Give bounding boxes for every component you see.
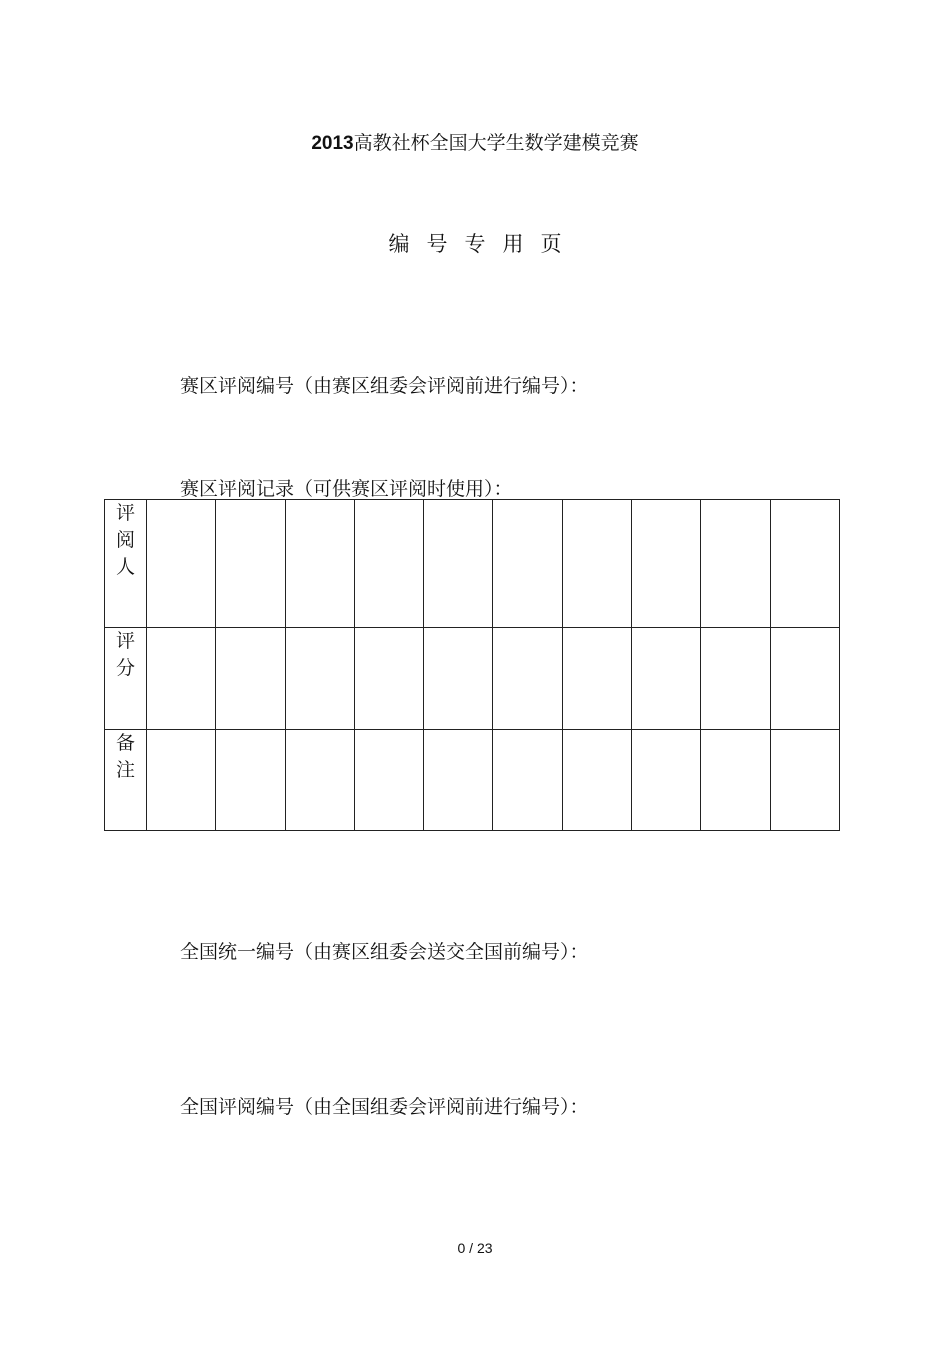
table-cell[interactable] [770,730,839,831]
table-cell[interactable] [147,628,216,730]
table-cell[interactable] [424,730,493,831]
table-cell[interactable] [285,730,354,831]
table-cell[interactable] [701,628,770,730]
regional-review-record-label: 赛区评阅记录（可供赛区评阅时使用）： [180,478,513,500]
table-cell[interactable] [493,500,562,628]
title-year: 2013 [311,133,354,154]
table-cell[interactable] [147,500,216,628]
national-unified-number-label: 全国统一编号（由赛区组委会送交全国前编号）： [180,941,589,963]
row-header-reviewer: 评 阅 人 [105,500,147,628]
table-cell[interactable] [354,628,423,730]
national-review-number-label: 全国评阅编号（由全国组委会评阅前进行编号）： [180,1096,589,1118]
title-text: 高教社杯全国大学生数学建模竞赛 [353,132,639,154]
table-cell[interactable] [562,730,631,831]
review-record-table [104,499,840,831]
table-cell[interactable] [770,628,839,730]
document-title [0,128,950,155]
table-row-reviewer [105,500,840,628]
table-cell[interactable] [216,500,285,628]
table-cell[interactable] [285,500,354,628]
table-row-score [105,628,840,730]
table-cell[interactable] [701,500,770,628]
table-cell[interactable] [216,628,285,730]
row-header-score: 评 分 [105,628,147,730]
table-cell[interactable] [147,730,216,831]
table-cell[interactable] [632,500,701,628]
table-cell[interactable] [424,500,493,628]
table-cell[interactable] [770,500,839,628]
table-cell[interactable] [354,730,423,831]
table-cell[interactable] [216,730,285,831]
page-subtitle: 编号专用页 [388,232,579,256]
table-cell[interactable] [424,628,493,730]
table-cell[interactable] [562,628,631,730]
row-header-remarks: 备 注 [105,730,147,831]
table-cell[interactable] [493,730,562,831]
table-cell[interactable] [701,730,770,831]
table-cell[interactable] [354,500,423,628]
table-cell[interactable] [562,500,631,628]
table-cell[interactable] [285,628,354,730]
table-cell[interactable] [632,730,701,831]
table-cell[interactable] [632,628,701,730]
page-number: 0 / 23 [457,1240,493,1256]
table-cell[interactable] [493,628,562,730]
regional-review-number-label: 赛区评阅编号（由赛区组委会评阅前进行编号）： [180,375,589,397]
table-row-remarks [105,730,840,831]
